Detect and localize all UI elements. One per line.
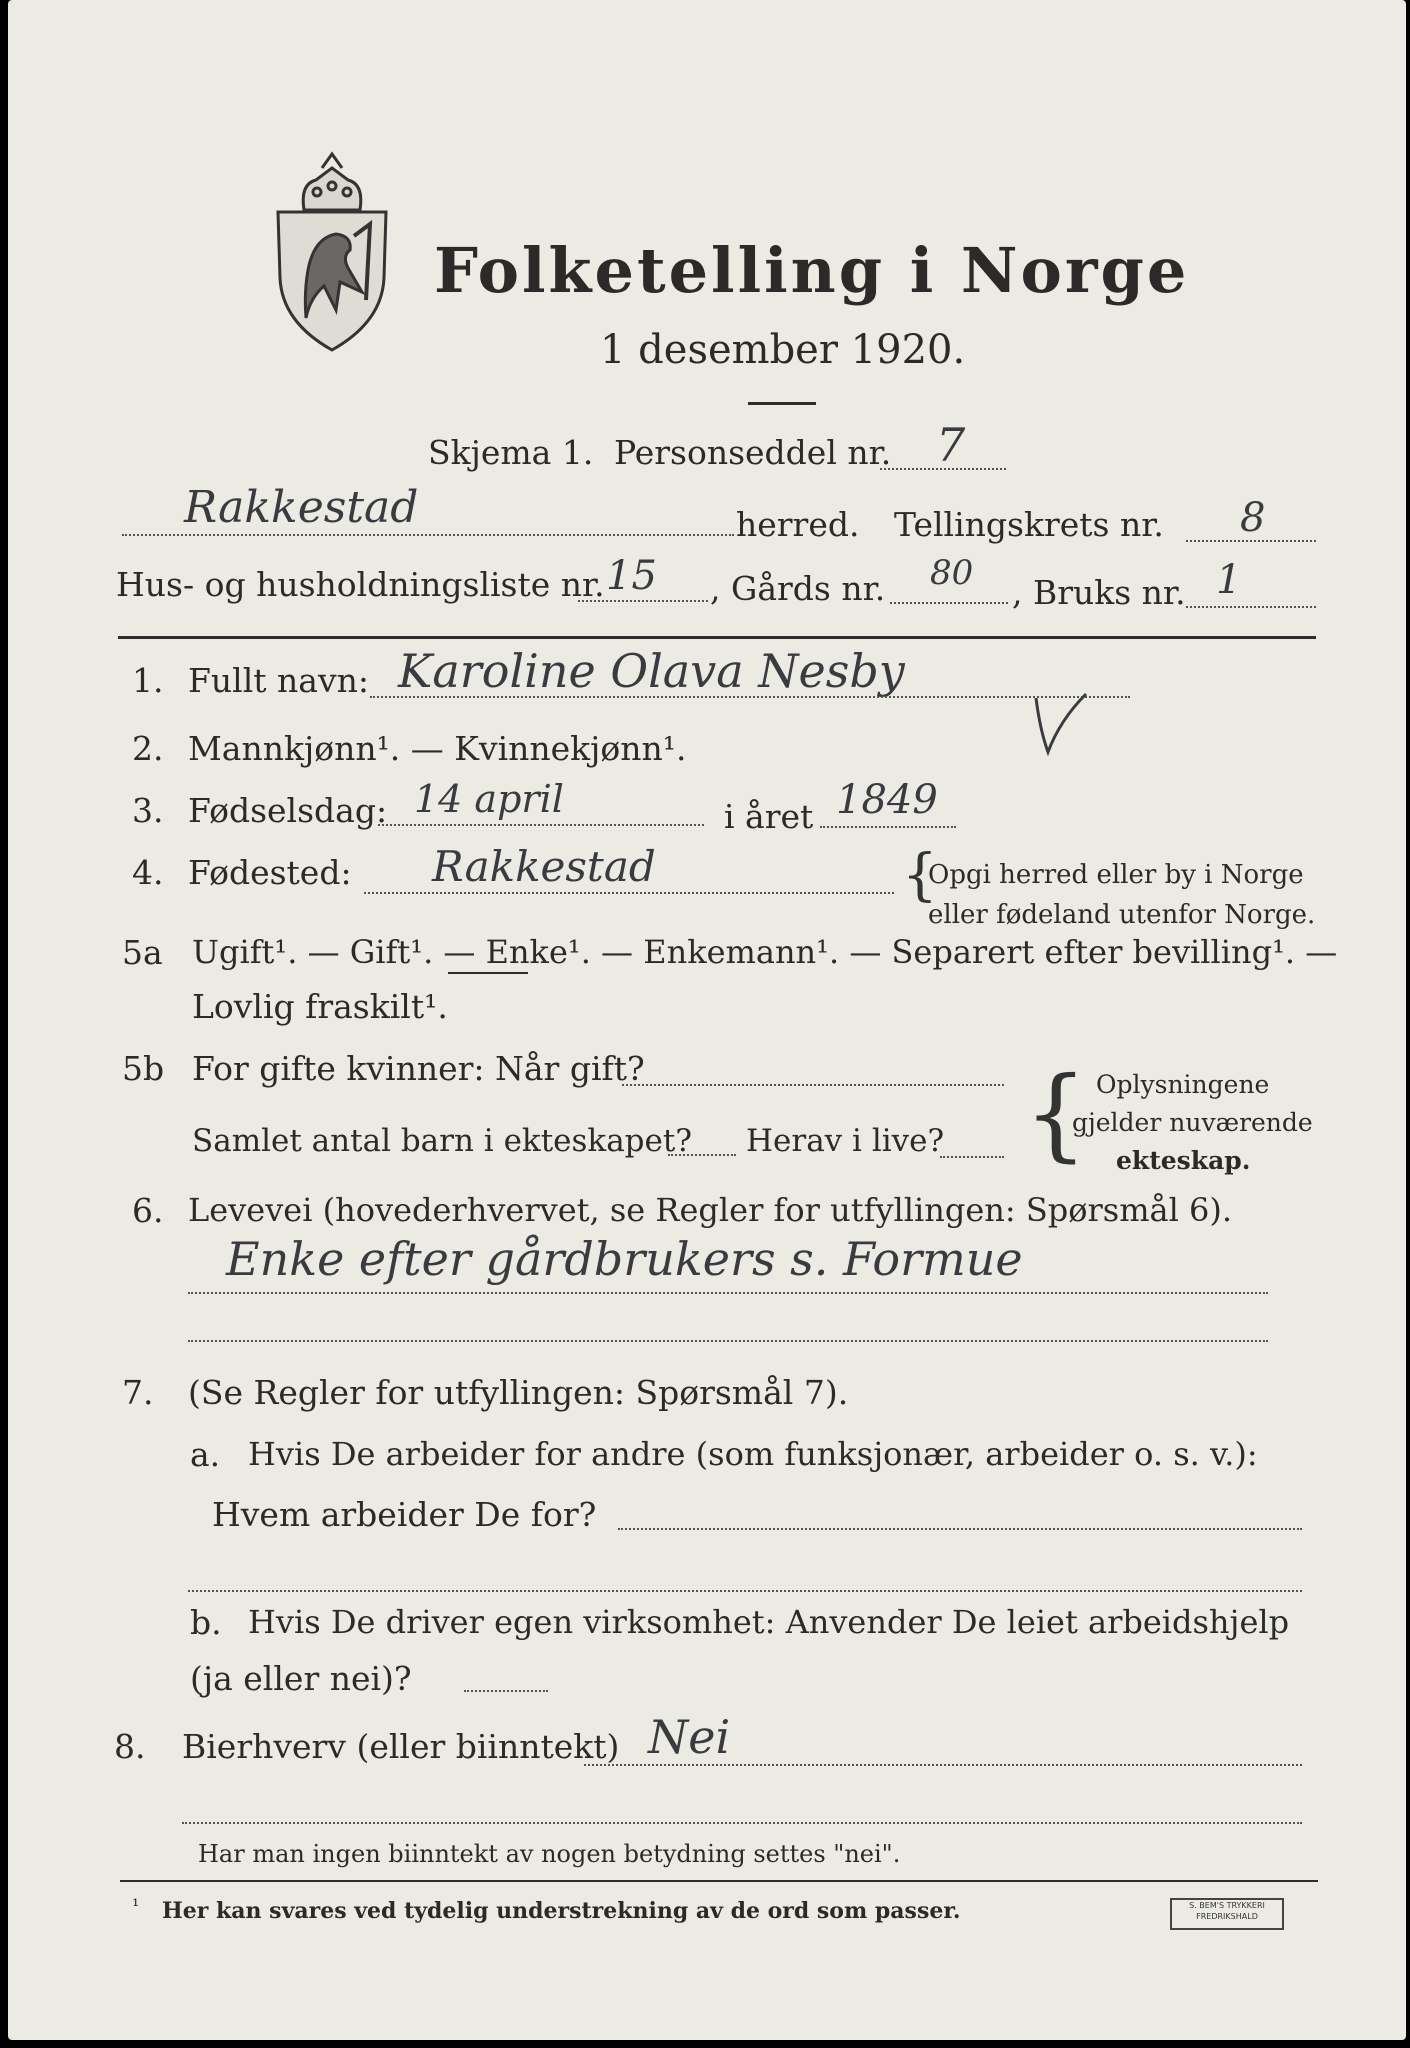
- form-title: Folketelling i Norge: [434, 234, 1190, 307]
- q7b-line1: Hvis De driver egen virksomhet: Anvender De leiet arbeidshjelp: [248, 1603, 1290, 1641]
- footer-note: Har man ingen biinntekt av nogen betydning settes "nei".: [198, 1840, 901, 1868]
- q8-label: Bierhverv (eller biinntekt): [182, 1727, 620, 1766]
- q1-number: 1.: [132, 661, 164, 700]
- q7a-line2: Hvem arbeider De for?: [212, 1495, 597, 1534]
- hus-line: [578, 600, 708, 602]
- census-form-page: [8, 0, 1406, 2040]
- gards-line: [890, 602, 1008, 604]
- employer-line: [618, 1528, 1302, 1530]
- hired-help-line: [464, 1690, 548, 1692]
- birth-day-line: [378, 824, 704, 826]
- year-label: i året: [724, 797, 814, 836]
- header-divider: [118, 636, 1316, 639]
- side-income-line: [584, 1764, 1302, 1766]
- footnote-mark: ¹: [132, 1896, 140, 1917]
- q7a-number: a.: [190, 1435, 221, 1474]
- q4-note-line1: Opgi herred eller by i Norge: [928, 860, 1304, 890]
- children-count-line: [668, 1154, 736, 1156]
- hus-label: Hus- og husholdningsliste nr.: [116, 565, 605, 604]
- full-name-value[interactable]: Karoline Olava Nesby: [398, 644, 905, 698]
- q3-label: Fødselsdag:: [188, 791, 388, 830]
- q3-number: 3.: [132, 791, 164, 830]
- printer-line1: S. BEM'S TRYKKERI: [1189, 1901, 1265, 1910]
- q7a-line1: Hvis De arbeider for andre (som funksjonær, arbeider o. s. v.):: [248, 1435, 1258, 1473]
- q5b-note-brace: {: [1024, 1055, 1088, 1172]
- gender-options[interactable]: Mannkjønn¹. — Kvinnekjønn¹.: [188, 729, 687, 768]
- q5b-number: 5b: [122, 1049, 165, 1088]
- q6-number: 6.: [132, 1191, 164, 1230]
- q5b-note-line3: ekteskap.: [1116, 1146, 1251, 1175]
- occupation-line-2: [188, 1340, 1268, 1342]
- birth-year-line: [820, 826, 956, 828]
- bruks-value[interactable]: 1: [1216, 557, 1242, 603]
- q4-note-brace: {: [902, 843, 938, 908]
- occupation-line: [188, 1292, 1268, 1294]
- marital-options-line2: Lovlig fraskilt¹.: [192, 987, 448, 1026]
- q7b-line2: (ja eller nei)?: [190, 1659, 412, 1698]
- enke-underline: [448, 972, 528, 974]
- side-income-line-2: [182, 1822, 1302, 1824]
- birth-day-value[interactable]: 14 april: [414, 777, 564, 821]
- title-divider: [748, 402, 816, 405]
- tellingskrets-label: Tellingskrets nr.: [894, 505, 1164, 544]
- personseddel-label: Personseddel nr.: [614, 433, 892, 472]
- norwegian-coat-of-arms-icon: [270, 150, 395, 355]
- marital-options[interactable]: Ugift¹. — Gift¹. — Enke¹. — Enkemann¹. — Separert efter bevilling¹. —: [192, 933, 1338, 971]
- q4-number: 4.: [132, 853, 164, 892]
- q5b-note-line2: gjelder nuværende: [1072, 1108, 1313, 1137]
- footnote-text: Her kan svares ved tydelig understrekning av de ord som passer.: [162, 1898, 961, 1924]
- children-alive-line: [940, 1156, 1004, 1158]
- birth-year-value[interactable]: 1849: [836, 777, 938, 823]
- q2-number: 2.: [132, 729, 164, 768]
- bruks-label: , Bruks nr.: [1012, 573, 1186, 612]
- tellingskrets-value[interactable]: 8: [1240, 495, 1266, 541]
- q5b-line1: For gifte kvinner: Når gift?: [192, 1049, 645, 1088]
- q8-number: 8.: [114, 1727, 146, 1766]
- schema-label: Skjema 1.: [428, 433, 594, 472]
- married-when-line: [622, 1084, 1004, 1086]
- herred-value[interactable]: Rakkestad: [184, 482, 419, 533]
- gender-check-mark: [1030, 690, 1090, 760]
- q4-note-line2: eller fødeland utenfor Norge.: [928, 900, 1316, 930]
- footer-divider: [120, 1880, 1318, 1882]
- birthplace-line: [364, 892, 894, 894]
- q6-label: Levevei (hovederhvervet, se Regler for utfyllingen: Spørsmål 6).: [188, 1191, 1233, 1229]
- q5b-line2a: Samlet antal barn i ekteskapet?: [192, 1123, 692, 1159]
- q7-number: 7.: [122, 1373, 154, 1412]
- full-name-line: [370, 696, 1130, 698]
- herred-label: herred.: [736, 505, 860, 544]
- q4-label: Fødested:: [188, 853, 352, 892]
- q1-label: Fullt navn:: [188, 661, 369, 700]
- employer-line-2: [188, 1590, 1302, 1592]
- occupation-value[interactable]: Enke efter gårdbrukers s. Formue: [226, 1232, 1023, 1286]
- printer-mark: [1170, 1898, 1284, 1930]
- side-income-value[interactable]: Nei: [648, 1710, 731, 1764]
- census-date: 1 desember 1920.: [600, 327, 966, 373]
- gards-label: , Gårds nr.: [710, 569, 886, 608]
- birthplace-value[interactable]: Rakkestad: [432, 842, 656, 891]
- q5b-line2b: Herav i live?: [746, 1123, 945, 1159]
- hus-value[interactable]: 15: [606, 553, 657, 599]
- q7-label: (Se Regler for utfyllingen: Spørsmål 7).: [188, 1373, 849, 1412]
- q5b-note-line1: Oplysningene: [1096, 1070, 1270, 1099]
- personseddel-value[interactable]: 7: [936, 418, 966, 472]
- herred-line: [122, 534, 734, 536]
- bruks-line: [1186, 606, 1316, 608]
- printer-line2: FREDRIKSHALD: [1196, 1912, 1258, 1921]
- gards-value[interactable]: 80: [930, 553, 974, 593]
- q7b-number: b.: [190, 1603, 222, 1642]
- q5a-number: 5a: [122, 933, 163, 972]
